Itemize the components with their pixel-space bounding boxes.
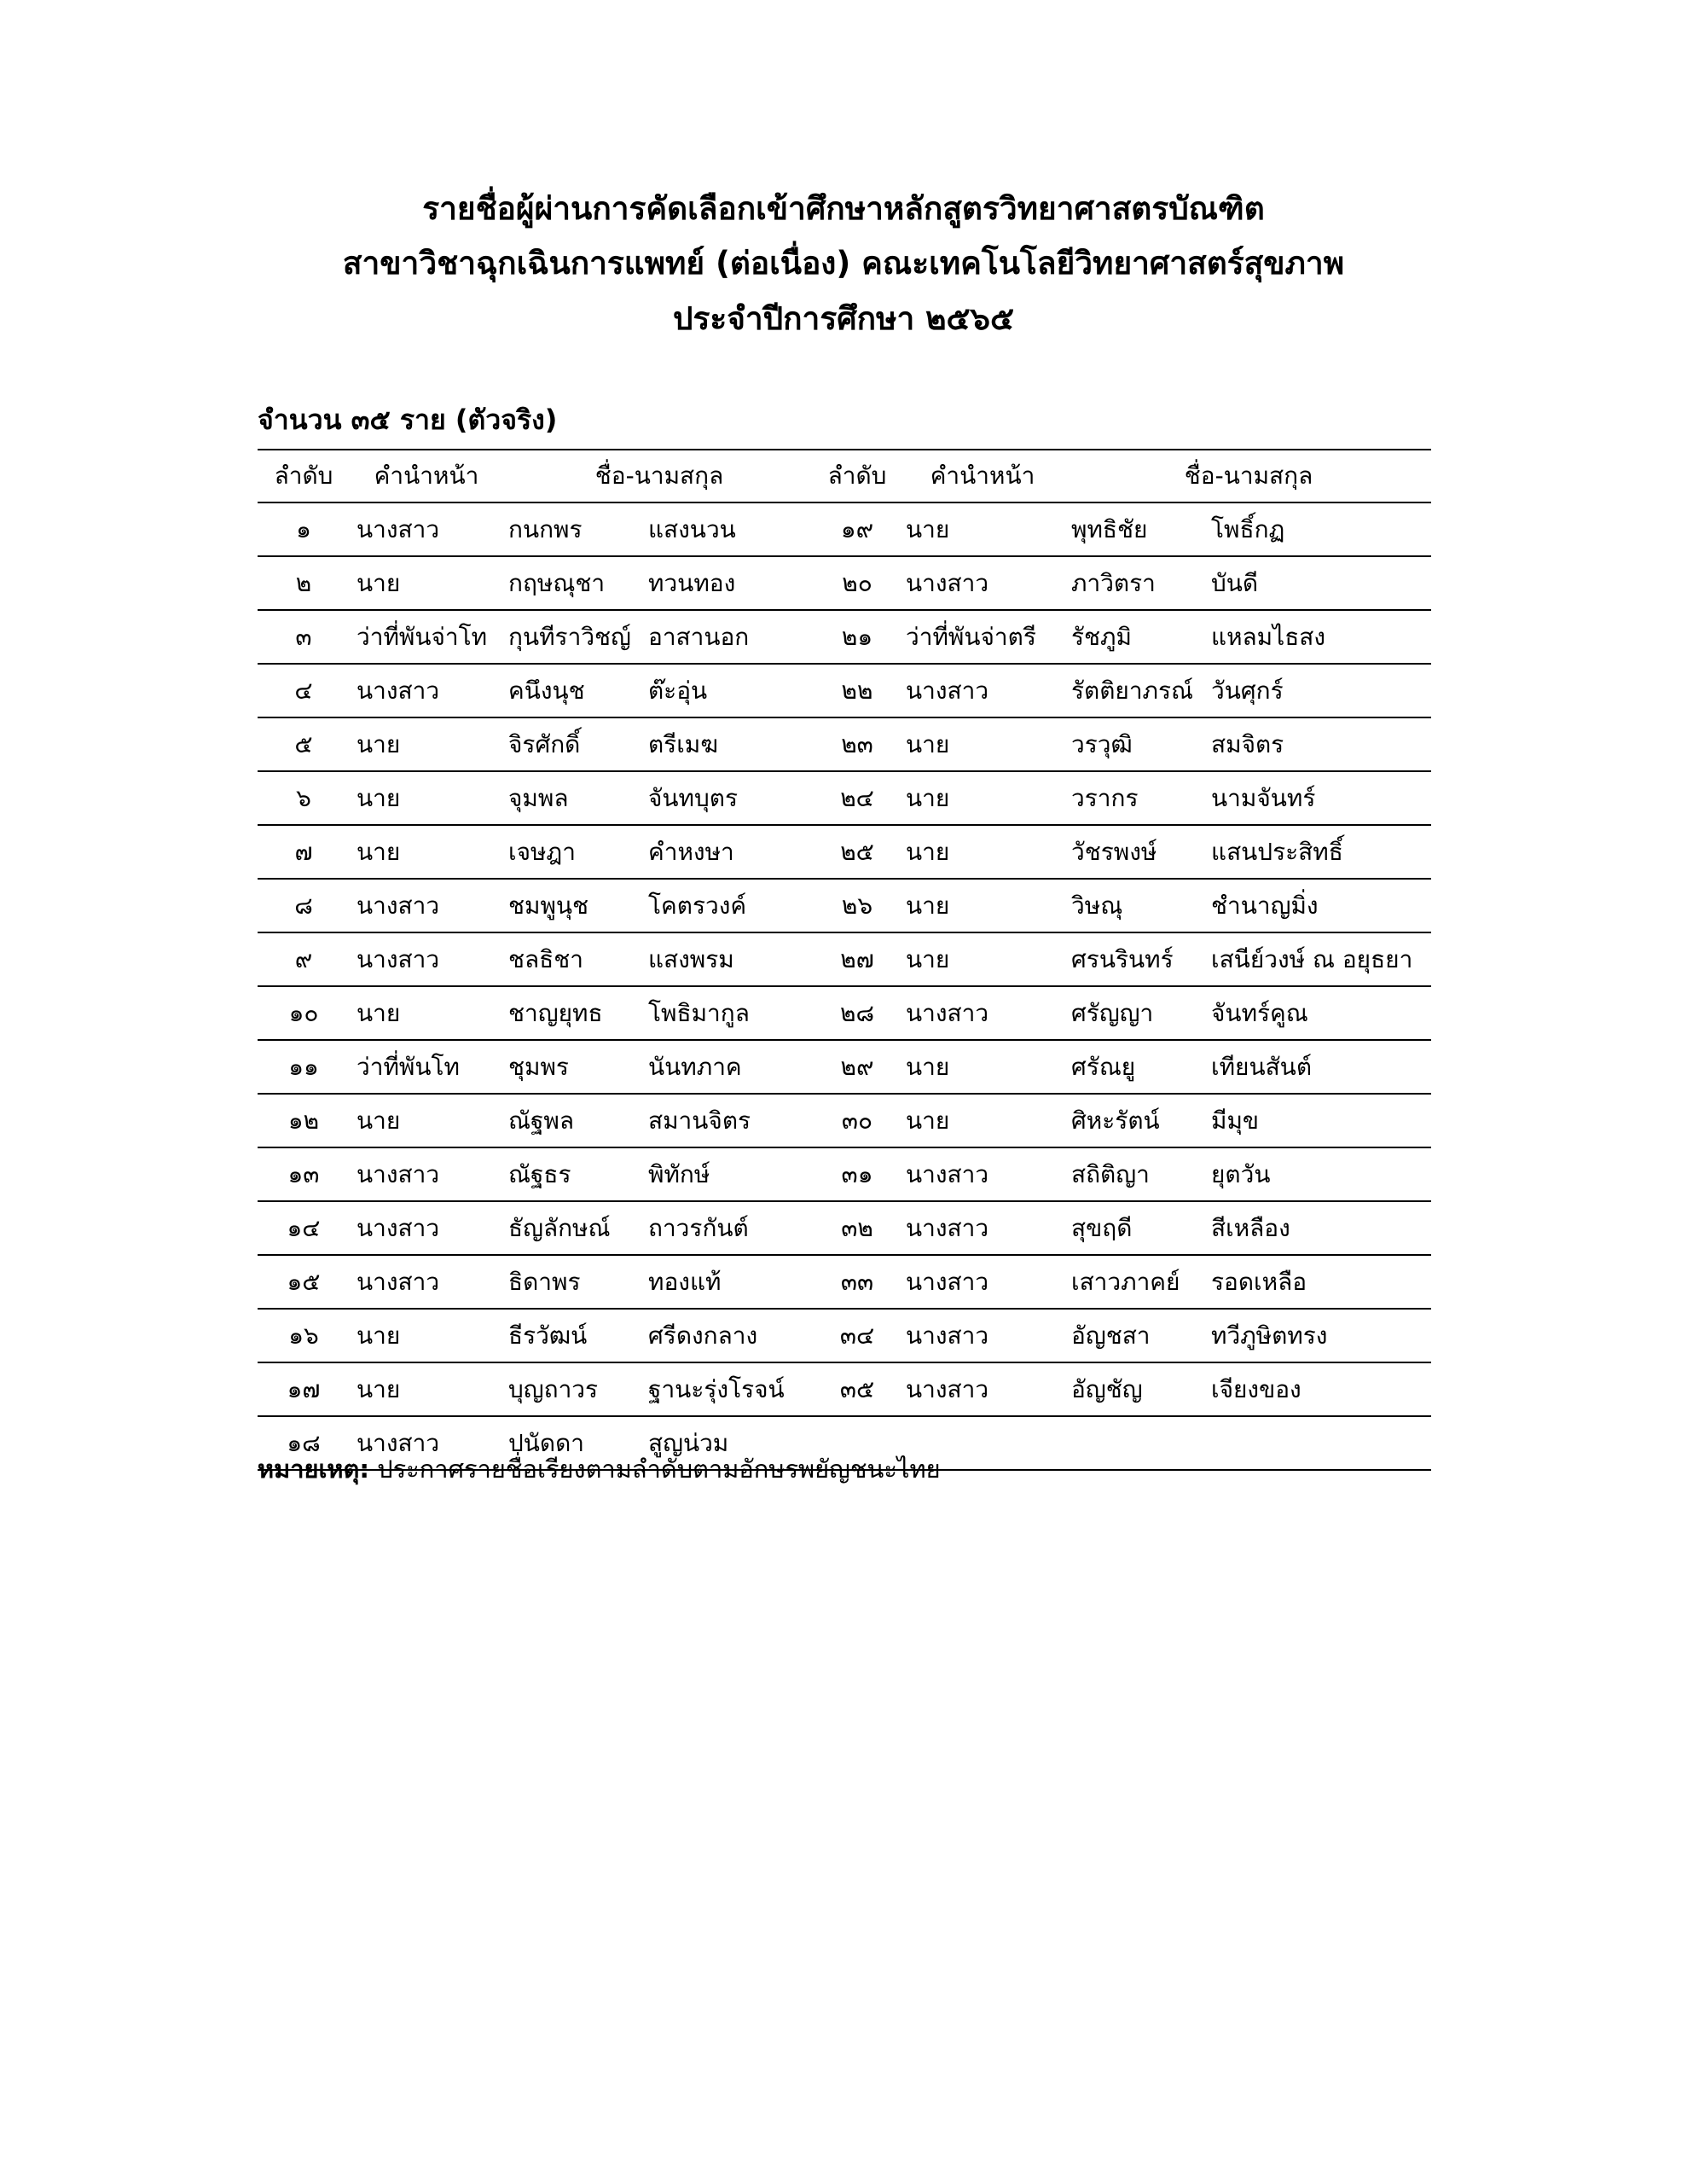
right-title-cell: นาย	[899, 1094, 1066, 1147]
right-first-cell: พุทธิชัย	[1066, 502, 1208, 556]
left-last-cell: ต๊ะอุ่น	[645, 664, 815, 717]
left-no-cell: ๒	[258, 556, 350, 610]
left-no-cell: ๕	[258, 717, 350, 771]
left-last-cell: ทวนทอง	[645, 556, 815, 610]
right-title-cell: นาย	[899, 1040, 1066, 1094]
left-no-cell: ๔	[258, 664, 350, 717]
left-no-cell: ๑๗	[258, 1362, 350, 1416]
right-title-cell: นางสาว	[899, 1147, 1066, 1201]
applicant-list-table	[258, 449, 1431, 1471]
remark-text: ประกาศรายชื่อเรียงตามลำดับตามอักษรพยัญชนะไทย	[377, 1455, 941, 1484]
right-first-cell	[1066, 1416, 1208, 1470]
document-title-line-3: ประจำปีการศึกษา ๒๕๖๕	[672, 300, 1015, 337]
right-first-cell: วรากร	[1066, 771, 1208, 825]
left-first-cell: ณัฐพล	[503, 1094, 645, 1147]
left-last-cell: แสงนวน	[645, 502, 815, 556]
right-last-cell: แหลมไธสง	[1208, 610, 1431, 664]
header-title-left: คำนำหน้า	[350, 450, 503, 502]
left-first-cell: ปนัดดา	[503, 1416, 645, 1470]
table-row	[258, 1147, 1431, 1201]
left-first-cell: ณัฐธร	[503, 1147, 645, 1201]
left-last-cell: ฐานะรุ่งโรจน์	[645, 1362, 815, 1416]
left-title-cell: นางสาว	[350, 1201, 503, 1255]
table-row	[258, 1309, 1431, 1362]
right-no-cell: ๓๓	[815, 1255, 899, 1309]
left-title-cell: นางสาว	[350, 1416, 503, 1470]
table-body	[258, 502, 1431, 1470]
left-last-cell: จันทบุตร	[645, 771, 815, 825]
table-row	[258, 986, 1431, 1040]
right-last-cell: วันศุกร์	[1208, 664, 1431, 717]
left-last-cell: ตรีเมฆ	[645, 717, 815, 771]
right-no-cell: ๑๙	[815, 502, 899, 556]
right-first-cell: วัชรพงษ์	[1066, 825, 1208, 879]
left-no-cell: ๑๕	[258, 1255, 350, 1309]
right-last-cell: ชำนาญมิ่ง	[1208, 879, 1431, 932]
remark-label: หมายเหตุ:	[258, 1455, 369, 1484]
right-no-cell: ๓๑	[815, 1147, 899, 1201]
right-no-cell: ๒๐	[815, 556, 899, 610]
table-row	[258, 502, 1431, 556]
left-first-cell: ชุมพร	[503, 1040, 645, 1094]
right-title-cell: นาย	[899, 879, 1066, 932]
left-title-cell: นาย	[350, 717, 503, 771]
left-first-cell: กุนทีราวิชญ์	[503, 610, 645, 664]
table-row	[258, 556, 1431, 610]
right-first-cell: ศรนรินทร์	[1066, 932, 1208, 986]
left-title-cell: นาย	[350, 986, 503, 1040]
table-row	[258, 1040, 1431, 1094]
left-title-cell: นางสาว	[350, 1255, 503, 1309]
left-first-cell: ธัญลักษณ์	[503, 1201, 645, 1255]
right-title-cell: นางสาว	[899, 556, 1066, 610]
left-title-cell: นาย	[350, 825, 503, 879]
right-last-cell: แสนประสิทธิ์	[1208, 825, 1431, 879]
right-last-cell	[1208, 1416, 1431, 1470]
right-no-cell: ๒๓	[815, 717, 899, 771]
header-name-right: ชื่อ-นามสกุล	[1066, 450, 1431, 502]
left-last-cell: พิทักษ์	[645, 1147, 815, 1201]
right-no-cell: ๒๙	[815, 1040, 899, 1094]
left-no-cell: ๑๑	[258, 1040, 350, 1094]
table-row	[258, 771, 1431, 825]
right-first-cell: รัชภูมิ	[1066, 610, 1208, 664]
remark-note	[258, 1457, 941, 1482]
right-first-cell: สถิติญา	[1066, 1147, 1208, 1201]
left-no-cell: ๙	[258, 932, 350, 986]
right-first-cell: อัญชสา	[1066, 1309, 1208, 1362]
right-title-cell: นาย	[899, 825, 1066, 879]
left-first-cell: กนกพร	[503, 502, 645, 556]
right-title-cell: นางสาว	[899, 664, 1066, 717]
right-last-cell: เสนีย์วงษ์ ณ อยุธยา	[1208, 932, 1431, 986]
right-no-cell: ๒๕	[815, 825, 899, 879]
left-no-cell: ๖	[258, 771, 350, 825]
left-last-cell: คำหงษา	[645, 825, 815, 879]
left-title-cell: ว่าที่พันโท	[350, 1040, 503, 1094]
right-no-cell: ๒๖	[815, 879, 899, 932]
left-title-cell: นาย	[350, 1309, 503, 1362]
left-last-cell: โพธิมากูล	[645, 986, 815, 1040]
left-title-cell: นางสาว	[350, 664, 503, 717]
right-last-cell: สมจิตร	[1208, 717, 1431, 771]
left-last-cell: สมานจิตร	[645, 1094, 815, 1147]
table-row	[258, 1362, 1431, 1416]
right-first-cell: สุขฤดี	[1066, 1201, 1208, 1255]
table-row	[258, 1255, 1431, 1309]
left-last-cell: อาสานอก	[645, 610, 815, 664]
right-first-cell: ศิหะรัตน์	[1066, 1094, 1208, 1147]
document-title-line-1: รายชื่อผู้ผ่านการคัดเลือกเข้าศึกษาหลักสูตรวิทยาศาสตรบัณฑิต	[422, 190, 1265, 227]
right-no-cell: ๓๔	[815, 1309, 899, 1362]
left-no-cell: ๓	[258, 610, 350, 664]
left-last-cell: ศรีดงกลาง	[645, 1309, 815, 1362]
table-row	[258, 1201, 1431, 1255]
left-first-cell: ธีรวัฒน์	[503, 1309, 645, 1362]
left-first-cell: จิรศักดิ์	[503, 717, 645, 771]
header-title-right: คำนำหน้า	[899, 450, 1066, 502]
right-no-cell: ๒๗	[815, 932, 899, 986]
right-first-cell: ภาวิตรา	[1066, 556, 1208, 610]
right-no-cell: ๒๘	[815, 986, 899, 1040]
right-no-cell: ๓๐	[815, 1094, 899, 1147]
table-row	[258, 717, 1431, 771]
right-last-cell: บันดี	[1208, 556, 1431, 610]
left-first-cell: บุญถาวร	[503, 1362, 645, 1416]
left-last-cell: โคตรวงค์	[645, 879, 815, 932]
left-last-cell: นันทภาค	[645, 1040, 815, 1094]
right-title-cell: นางสาว	[899, 1201, 1066, 1255]
right-first-cell: เสาวภาคย์	[1066, 1255, 1208, 1309]
table-row	[258, 879, 1431, 932]
left-first-cell: ชาญยุทธ	[503, 986, 645, 1040]
left-no-cell: ๑	[258, 502, 350, 556]
right-last-cell: สีเหลือง	[1208, 1201, 1431, 1255]
right-title-cell: นาย	[899, 717, 1066, 771]
left-first-cell: กฤษณุชา	[503, 556, 645, 610]
right-title-cell: นางสาว	[899, 1255, 1066, 1309]
right-first-cell: รัตติยาภรณ์	[1066, 664, 1208, 717]
right-title-cell: นาย	[899, 771, 1066, 825]
left-first-cell: คนึงนุช	[503, 664, 645, 717]
left-no-cell: ๑๓	[258, 1147, 350, 1201]
document-title-line-2: สาขาวิชาฉุกเฉินการแพทย์ (ต่อเนื่อง) คณะเทคโนโลยีวิทยาศาสตร์สุขภาพ	[342, 245, 1345, 282]
left-first-cell: จุมพล	[503, 771, 645, 825]
right-title-cell: นางสาว	[899, 986, 1066, 1040]
right-last-cell: โพธิ์กฏ	[1208, 502, 1431, 556]
left-title-cell: นาย	[350, 1362, 503, 1416]
right-no-cell: ๒๑	[815, 610, 899, 664]
left-no-cell: ๘	[258, 879, 350, 932]
right-title-cell: นาย	[899, 932, 1066, 986]
left-no-cell: ๑๘	[258, 1416, 350, 1470]
right-no-cell: ๓๕	[815, 1362, 899, 1416]
table-row	[258, 825, 1431, 879]
left-title-cell: นางสาว	[350, 879, 503, 932]
left-first-cell: ชลธิชา	[503, 932, 645, 986]
right-first-cell: ศรัญญา	[1066, 986, 1208, 1040]
left-no-cell: ๑๔	[258, 1201, 350, 1255]
left-last-cell: ถาวรกันต์	[645, 1201, 815, 1255]
left-first-cell: ธิดาพร	[503, 1255, 645, 1309]
right-title-cell: ว่าที่พันจ่าตรี	[899, 610, 1066, 664]
left-title-cell: นาย	[350, 771, 503, 825]
right-last-cell: ยุตวัน	[1208, 1147, 1431, 1201]
table-row	[258, 932, 1431, 986]
left-last-cell: สูญน่วม	[645, 1416, 815, 1470]
left-first-cell: ชมพูนุช	[503, 879, 645, 932]
right-title-cell: นางสาว	[899, 1362, 1066, 1416]
left-title-cell: นางสาว	[350, 1147, 503, 1201]
right-last-cell: นามจันทร์	[1208, 771, 1431, 825]
right-no-cell: ๒๒	[815, 664, 899, 717]
left-no-cell: ๑๖	[258, 1309, 350, 1362]
left-no-cell: ๑๐	[258, 986, 350, 1040]
right-title-cell: นาย	[899, 502, 1066, 556]
right-last-cell: รอดเหลือ	[1208, 1255, 1431, 1309]
right-last-cell: มีมุข	[1208, 1094, 1431, 1147]
right-last-cell: ทวีภูษิตทรง	[1208, 1309, 1431, 1362]
header-no-right: ลำดับ	[815, 450, 899, 502]
left-last-cell: แสงพรม	[645, 932, 815, 986]
right-last-cell: เทียนสันต์	[1208, 1040, 1431, 1094]
right-no-cell: ๒๔	[815, 771, 899, 825]
header-no-left: ลำดับ	[258, 450, 350, 502]
left-title-cell: นาย	[350, 1094, 503, 1147]
left-title-cell: ว่าที่พันจ่าโท	[350, 610, 503, 664]
right-first-cell: อัญชัญ	[1066, 1362, 1208, 1416]
right-first-cell: ศรัณยู	[1066, 1040, 1208, 1094]
right-no-cell: ๓๒	[815, 1201, 899, 1255]
right-last-cell: จันทร์คูณ	[1208, 986, 1431, 1040]
left-title-cell: นางสาว	[350, 502, 503, 556]
right-last-cell: เจียงของ	[1208, 1362, 1431, 1416]
right-title-cell: นางสาว	[899, 1309, 1066, 1362]
table-header-row	[258, 450, 1431, 502]
left-no-cell: ๑๒	[258, 1094, 350, 1147]
right-first-cell: วรวุฒิ	[1066, 717, 1208, 771]
table-row	[258, 610, 1431, 664]
left-title-cell: นาย	[350, 556, 503, 610]
table-row	[258, 1094, 1431, 1147]
left-no-cell: ๗	[258, 825, 350, 879]
left-title-cell: นางสาว	[350, 932, 503, 986]
left-last-cell: ทองแท้	[645, 1255, 815, 1309]
header-name-left: ชื่อ-นามสกุล	[503, 450, 815, 502]
right-first-cell: วิษณุ	[1066, 879, 1208, 932]
left-first-cell: เจษฎา	[503, 825, 645, 879]
applicant-count: จำนวน ๓๕ ราย (ตัวจริง)	[258, 404, 558, 436]
table-row	[258, 664, 1431, 717]
